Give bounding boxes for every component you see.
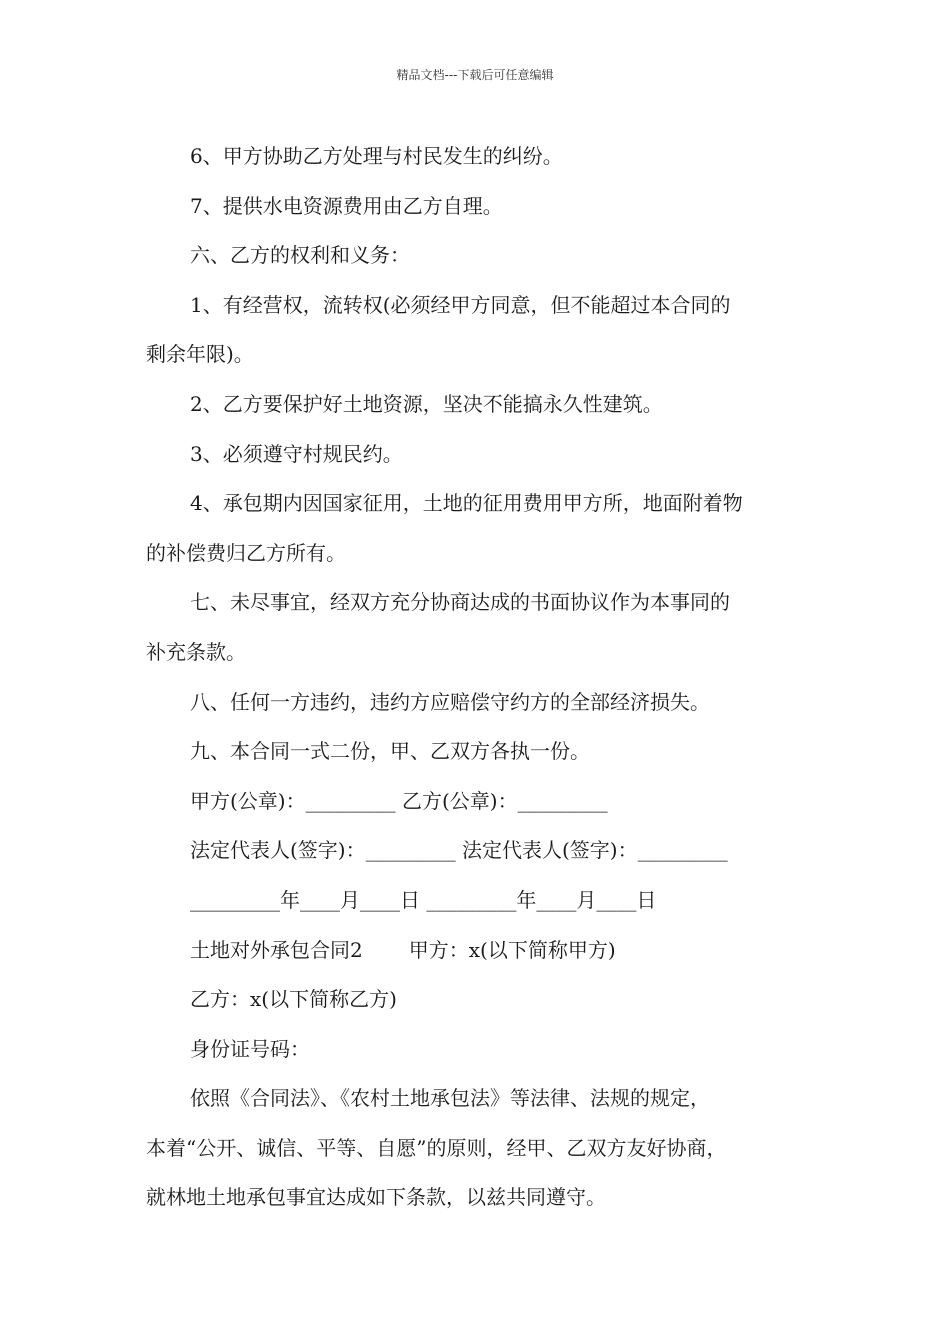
paragraph-line: 2、乙方要保护好土地资源，坚决不能搞永久性建筑。 (190, 391, 663, 416)
signature-date-line: _________年____月____日 _________年____月____日 (190, 887, 657, 912)
signature-seal-line: 甲方(公章)：_________ 乙方(公章)：_________ (190, 788, 608, 813)
contract-title: 土地对外承包合同2 (190, 937, 363, 962)
page-header: 精品文档---下载后可任意编辑 (396, 68, 554, 82)
paragraph-line: 八、任何一方违约，违约方应赔偿守约方的全部经济损失。 (190, 689, 710, 714)
paragraph-line: 1、有经营权，流转权(必须经甲方同意，但不能超过本合同的 (190, 292, 731, 317)
paragraph-line: 九、本合同一式二份，甲、乙双方各执一份。 (190, 739, 590, 764)
party-a-line: 甲方：x(以下简称甲方) (408, 937, 616, 962)
paragraph-line: 依照《合同法》、《农村土地承包法》等法律、法规的规定， (190, 1086, 710, 1111)
signature-representative-line: 法定代表人(签字)：_________ 法定代表人(签字)：_________ (190, 838, 728, 863)
contract-title-line (146, 926, 816, 976)
paragraph-line: 七、未尽事宜，经双方充分协商达成的书面协议作为本事同的 (190, 590, 730, 615)
party-b-line: 乙方：x(以下简称乙方) (190, 987, 397, 1012)
paragraph-line: 就林地土地承包事宜达成如下条款，以兹共同遵守。 (146, 1185, 606, 1210)
paragraph-line: 6、甲方协助乙方处理与村民发生的纠纷。 (190, 144, 563, 168)
paragraph-line: 7、提供水电资源费用由乙方自理。 (190, 193, 503, 218)
paragraph-line: 补充条款。 (146, 639, 246, 664)
paragraph-line: 4、承包期内因国家征用，土地的征用费用甲方所，地面附着物 (190, 491, 743, 516)
paragraph-line: 剩余年限)。 (146, 342, 254, 367)
document-body (146, 132, 816, 1223)
paragraph-line: 3、必须遵守村规民约。 (190, 441, 403, 466)
section-heading: 六、乙方的权利和义务： (190, 243, 410, 268)
paragraph-line: 的补偿费归乙方所有。 (146, 540, 346, 565)
paragraph-line: 本着“公开、诚信、平等、自愿”的原则，经甲、乙双方友好协商， (146, 1135, 727, 1160)
id-number-line: 身份证号码： (190, 1036, 310, 1061)
